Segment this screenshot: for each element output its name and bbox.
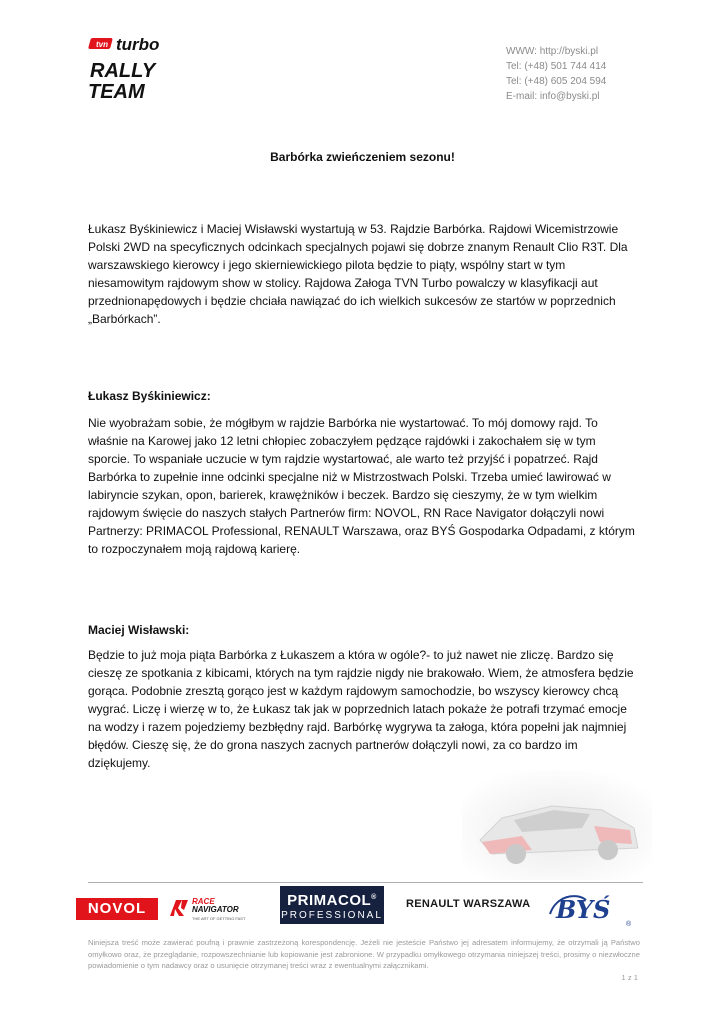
tvn-turbo-rally-team-logo xyxy=(86,34,178,102)
logo-brand-text: tvn xyxy=(96,40,108,49)
logo-team-text: TEAM xyxy=(88,81,145,102)
primacol-registered-mark: ® xyxy=(371,894,377,901)
contact-email[interactable]: E-mail: info@byski.pl xyxy=(506,91,600,102)
section-text-wislawski: Będzie to już moja piąta Barbórka z Łukaszem a która w ogóle?- to już nawet nie zliczę. Bardzo się cieszę ze spotkania z kibicami, których na tym rajdzie nigdy nie brakowało. Wiem, że atmosfera będzie gorąca. Podobnie zresztą gorąco jest w każdym rajdowym samochodzie, bo wszyscy kierowcy chcą wygrać. Liczę i wierzę w to, że Łukasz tak jak w poprzednich latach pokaże że potrafi trzymać emocje na wodzy i razem pojedziemy bezbłędny rajd. Barbórkę wygrywa ta załoga, która popełni jak najmniej błędów. Cieszę się, że do grona naszych zacnych partnerów dołączyli nowi, za co bardzo im dziękujemy. xyxy=(88,648,634,770)
intro-paragraph: Łukasz Byśkiniewicz i Maciej Wisławski wystartują w 53. Rajdzie Barbórka. Rajdowi Wicemistrzowie Polski 2WD na specyficznych odcinkach specjalnych pojawi się dobrze znanym Renault Clio R3T. Dla warszawskiego kierowcy i jego skierniewickiego pilota będzie to piąty, wspólny start w tym niesamowitym rajdowym show w stolicy. Rajdowa Załoga TVN Turbo powalczy w klasyfikacji aut przednionapędowych i będzie chciała nawiązać do ich wielkich sukcesów ze startów w poprzednich „Barbórkach”. xyxy=(88,222,628,326)
sponsor-divider xyxy=(88,882,643,883)
race-navigator-logo xyxy=(168,896,250,924)
bys-registered-mark: ® xyxy=(626,921,632,928)
race-navigator-text-top: RACE xyxy=(192,897,215,906)
race-navigator-text-bottom: NAVIGATOR xyxy=(192,905,239,914)
novol-logo: NOVOL xyxy=(76,898,158,920)
contact-tel-2: Tel: (+48) 605 204 594 xyxy=(506,76,607,87)
sponsor-bar xyxy=(76,886,640,932)
contact-block xyxy=(506,44,616,104)
primacol-name: PRIMACOL xyxy=(287,892,372,909)
race-navigator-tagline: THE ART OF GETTING FAST xyxy=(192,916,246,921)
document-title: Barbórka zwieńczeniem sezonu! xyxy=(270,150,455,164)
section-text-byskiniewicz: Nie wyobrażam sobie, że mógłbym w rajdzie Barbórka nie wystartować. To mój domowy rajd. To właśnie na Karowej jako 12 letni chłopiec zobaczyłem pędzące rajdówki i zakochałem się w tym sporcie. To wspaniałe uczucie w tym rajdzie wystartować, ale warto też przyjść i popatrzeć. Rajd Barbórka to zupełnie inne odcinki specjalne niż w Mistrzostwach Polski. Trzeba umieć lawirować w labiryncie szykan, opon, barierek, krawężników i beczek. Bardzo się cieszymy, że w tym wielkim rajdowym święcie do naszych stałych Partnerów firm: NOVOL, RN Race Navigator dołączyli nowi Partnerzy: PRIMACOL Professional, RENAULT Warszawa, oraz BYŚ Gospodarka Odpadami, z którym to rozpoczynałem moją rajdową karierę. xyxy=(88,416,635,556)
bys-logo xyxy=(546,888,638,928)
rally-car-image xyxy=(462,770,652,880)
race-navigator-logo-mark xyxy=(168,898,190,918)
primacol-logo xyxy=(280,886,384,924)
bys-logo-text: BYŚ xyxy=(556,895,611,924)
race-navigator-text xyxy=(192,898,239,914)
primacol-subtitle: PROFESSIONAL xyxy=(281,910,383,921)
contact-www[interactable]: WWW: http://byski.pl xyxy=(506,46,599,57)
confidentiality-disclaimer: Niniejsza treść może zawierać poufną i prawnie zastrzeżoną korespondencję. Jeżeli nie jesteście Państwo jej adresatem informujemy, że otrzymali ją Państwo omyłkowo oraz, że przeglądanie, rozpowszechnianie lub kopiowanie jest zabronione. W przypadku omyłkowego otrzymania niniejszej treści, prosimy o niezwłoczne powiadomienie o tym nadawcy oraz o usunięcie otrzymanej treści wraz z ewentualnymi załącznikami. xyxy=(88,938,640,971)
contact-tel-1: Tel: (+48) 501 744 414 xyxy=(506,61,607,72)
logo-rally-text: RALLY xyxy=(90,60,156,82)
section-heading-wislawski: Maciej Wisławski: xyxy=(88,623,190,637)
renault-warszawa-logo: RENAULT WARSZAWA xyxy=(406,898,531,910)
logo-turbo-text: turbo xyxy=(116,35,160,54)
section-heading-byskiniewicz: Łukasz Byśkiniewicz: xyxy=(88,389,211,403)
page-number: 1 z 1 xyxy=(621,973,638,982)
